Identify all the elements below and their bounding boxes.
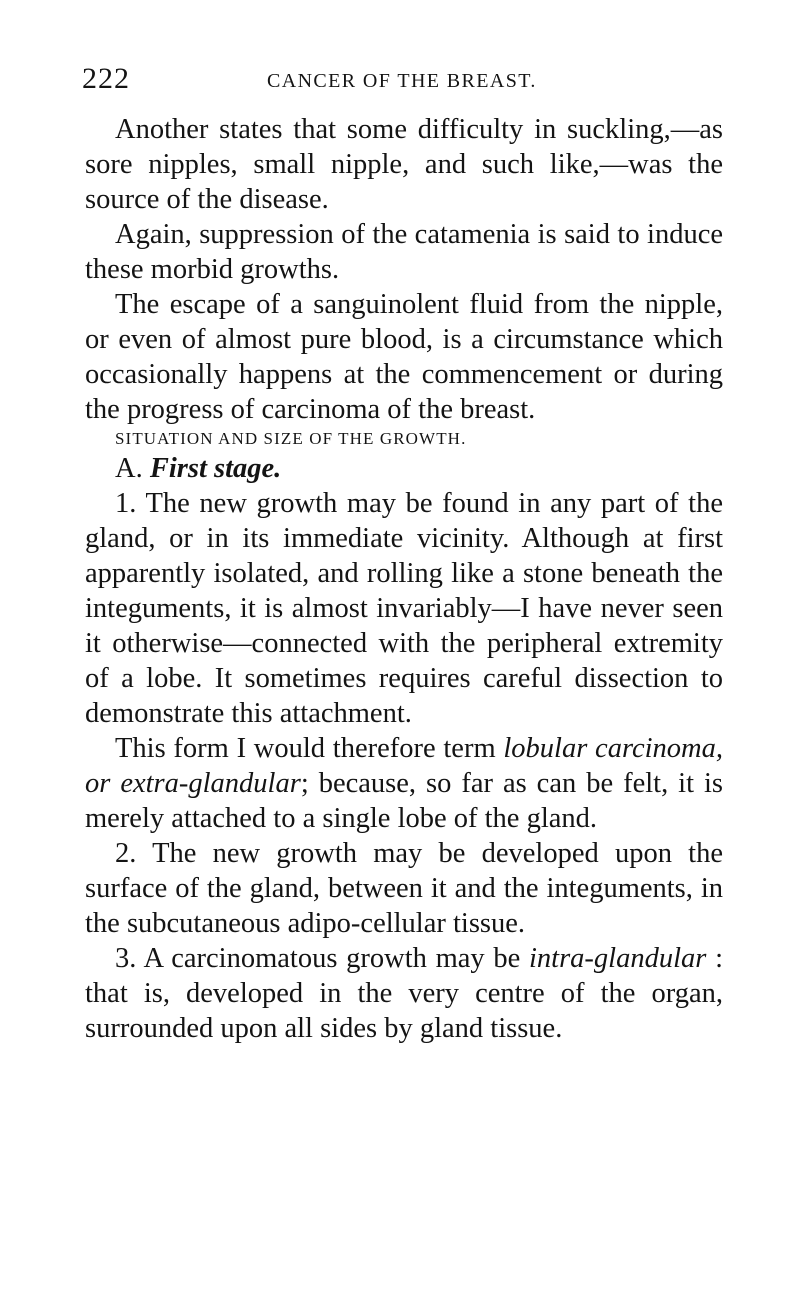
item-3-text-before: 3. A carcinomatous growth may be <box>115 943 529 974</box>
running-head <box>82 62 722 102</box>
stage-title: First stage. <box>149 453 282 484</box>
paragraph-lobular-carcinoma <box>85 731 723 836</box>
paragraph-catamenia: Again, suppression of the catamenia is said to induce these morbid growths. <box>85 219 723 285</box>
lobular-term: lobular carcinoma, or extra-glandular <box>85 733 724 799</box>
item-3-text-after: : that is, developed in the very centre of the organ, surrounded upon all sides by gland tissue. <box>85 943 723 1044</box>
stage-letter: A. <box>115 453 143 484</box>
lobular-text-after: ; because, so far as can be felt, it is merely attached to a single lobe of the gland. <box>85 768 724 834</box>
running-title: CANCER OF THE BREAST. <box>267 70 537 92</box>
paragraph-item-2: 2. The new growth may be developed upon the surface of the gland, between it and the integuments, in the subcutaneous adipo-cellular tissue. <box>85 838 723 939</box>
paragraph-item-1: 1. The new growth may be found in any part of the gland, or in its immediate vicinity. Although at first apparently isolated, and rolling like a stone beneath the integuments, it is almost invariably—I have never seen it otherwise—connected with the peripheral extremity of a lobe. It sometimes requires careful dissection to demonstrate this attachment. <box>85 488 723 729</box>
body-text <box>85 112 723 1046</box>
page-number: 222 <box>82 62 130 95</box>
paragraph-sanguinolent-fluid: The escape of a sanguinolent fluid from the nipple, or even of almost pure blood, is a circumstance which occasionally happens at the commencement or during the progress of carcinoma of the breast. <box>85 289 723 425</box>
section-heading: SITUATION AND SIZE OF THE GROWTH. <box>115 429 467 448</box>
stage-heading <box>85 451 723 486</box>
intra-glandular-term: intra-glandular <box>529 943 707 974</box>
paragraph-item-3 <box>85 941 723 1046</box>
paragraph-suckling: Another states that some difficulty in suckling,—as sore nipples, small nipple, and such like,—was the source of the disease. <box>85 114 723 215</box>
lobular-text-before: This form I would therefore term <box>115 733 504 764</box>
